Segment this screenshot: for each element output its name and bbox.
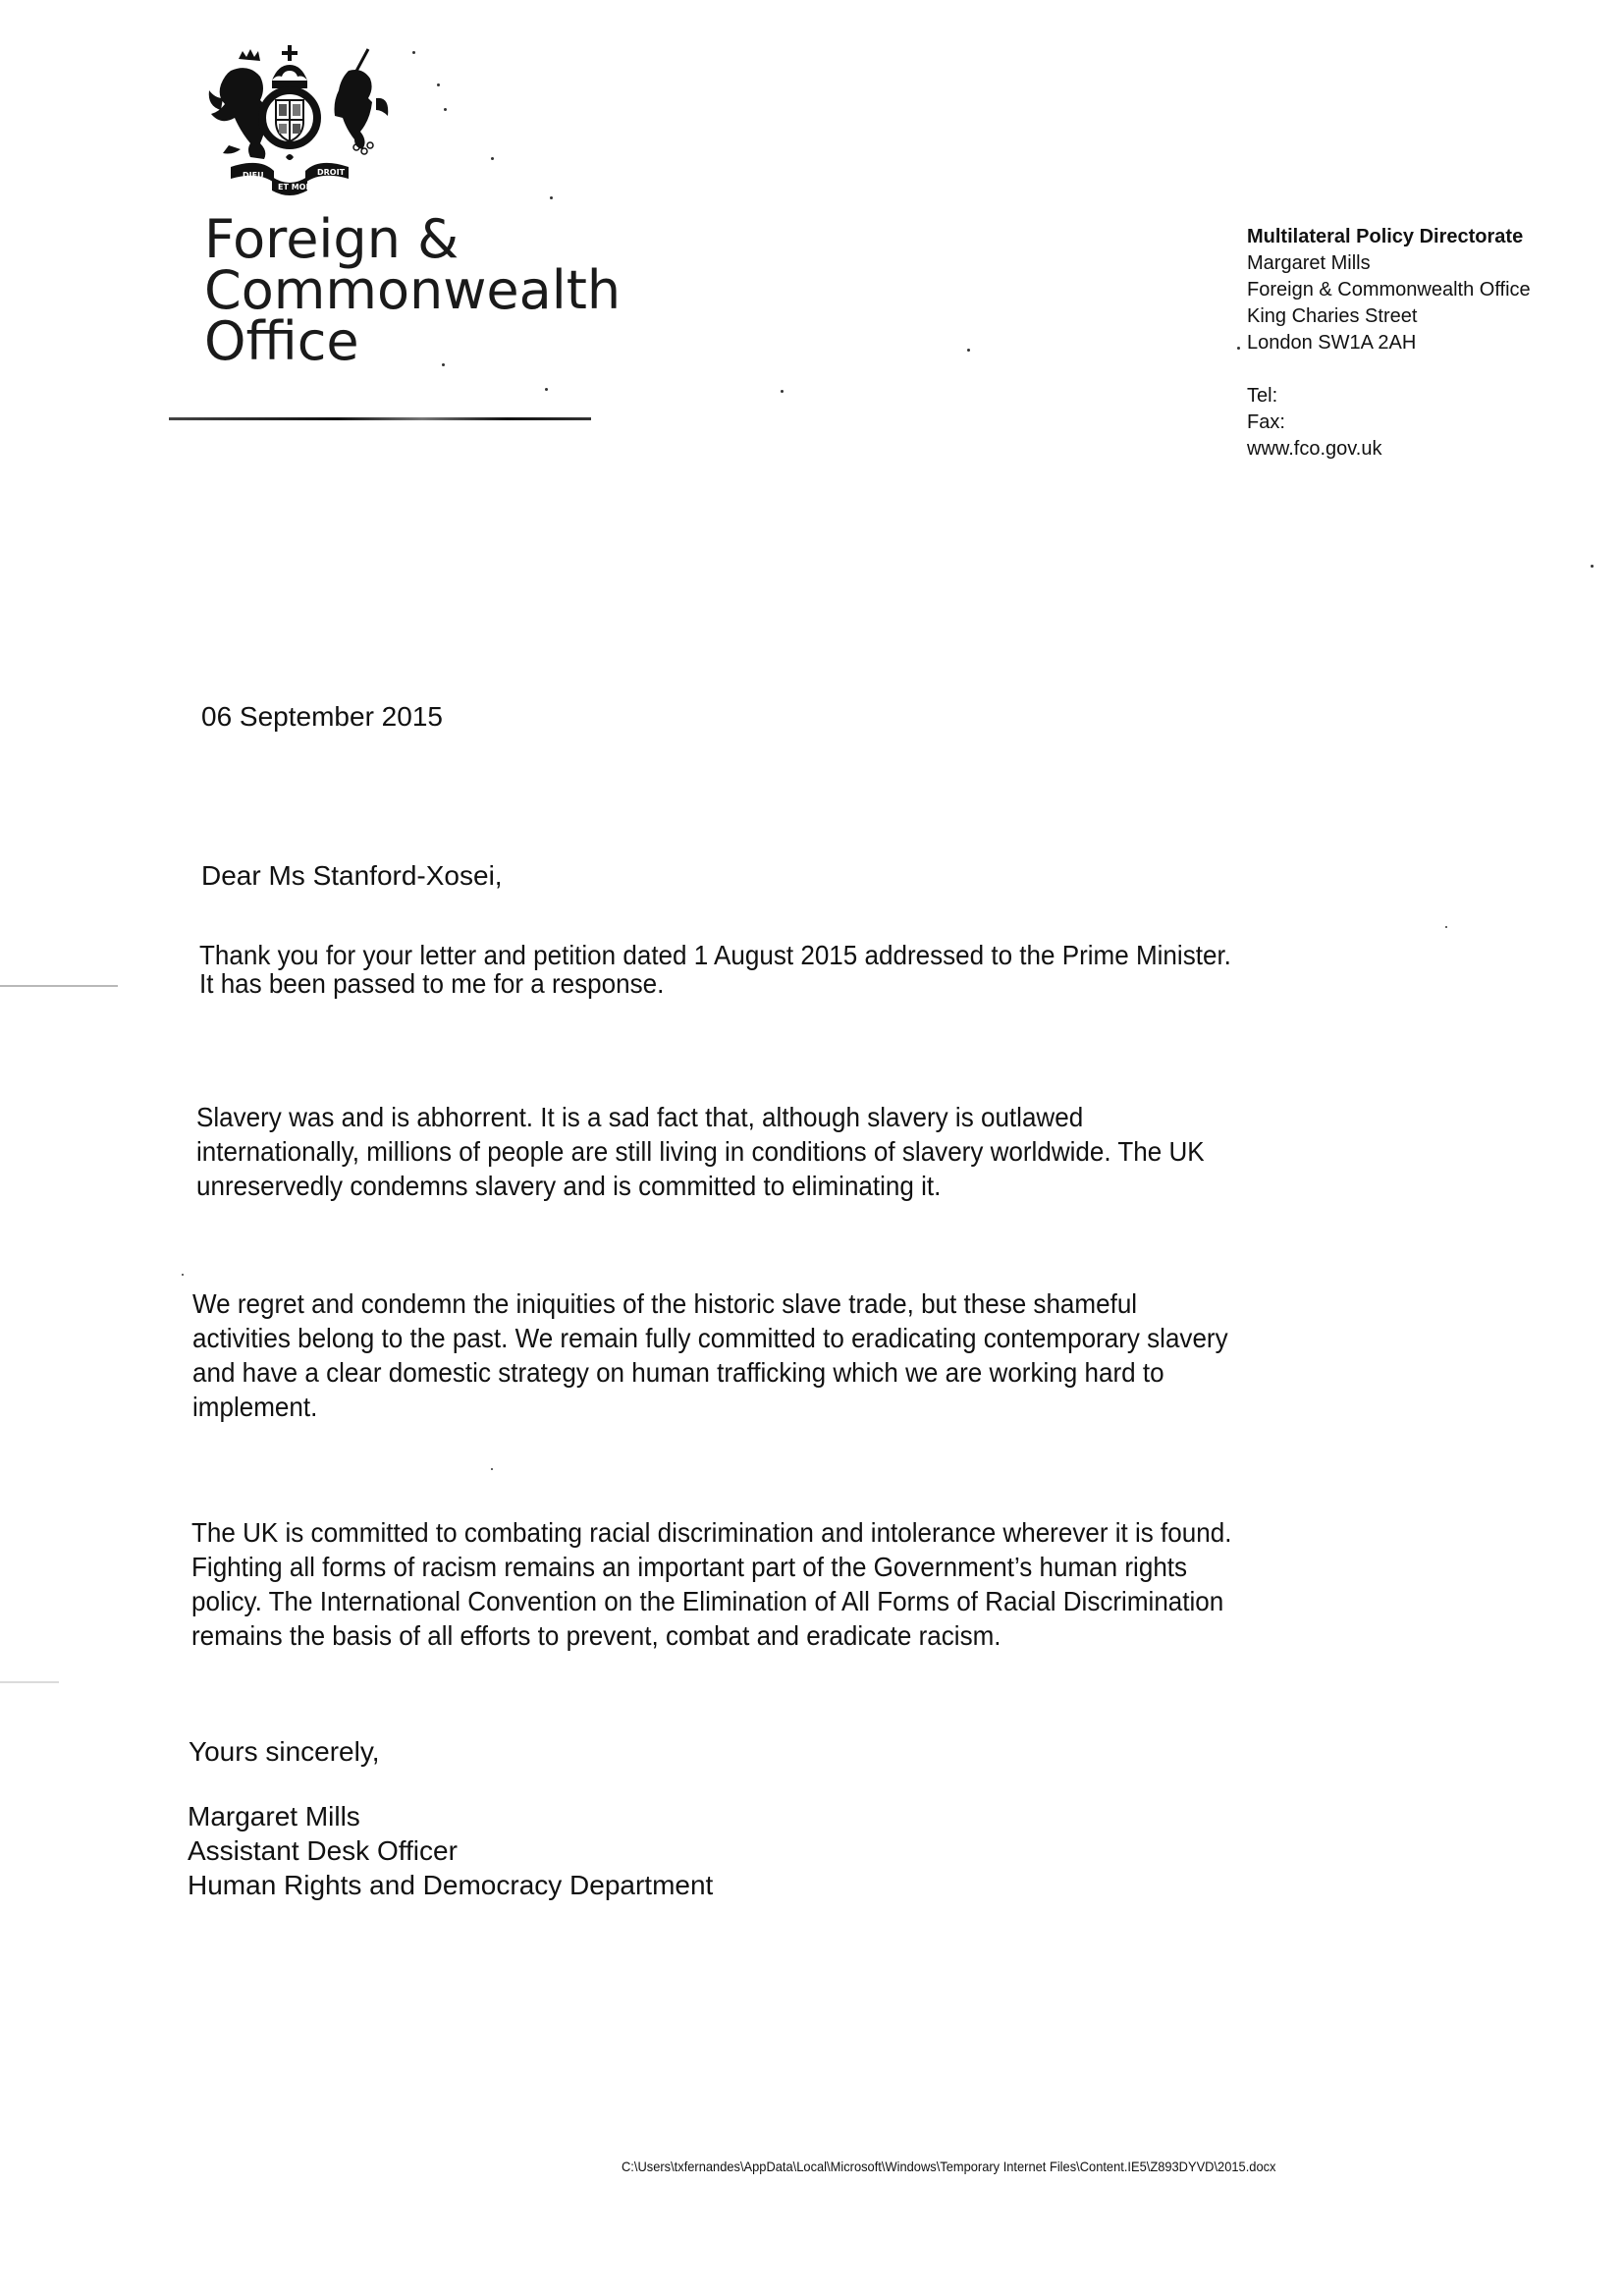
paragraph-line: Thank you for your letter and petition dated 1 August 2015 addressed to the Prime Minister. xyxy=(199,940,1231,970)
svg-text:DROIT: DROIT xyxy=(317,168,346,177)
sender-name: Margaret Mills xyxy=(1247,252,1371,274)
scan-artifact xyxy=(1591,565,1594,568)
directorate-name: Multilateral Policy Directorate xyxy=(1247,226,1524,247)
sender-address-block xyxy=(1247,224,1531,463)
scan-artifact xyxy=(444,108,447,111)
scan-artifact xyxy=(442,363,445,366)
closing: Yours sincerely, xyxy=(189,1736,380,1767)
document-file-path: C:\Users\txfernandes\AppData\Local\Microsoft\Windows\Temporary Internet Files\Content.IE5\Z893DYVD\2015.docx xyxy=(622,2159,1276,2174)
signature-block xyxy=(188,1799,713,1902)
wordmark-line-2: Commonwealth xyxy=(204,259,622,321)
paragraph-4 xyxy=(191,1515,1231,1653)
svg-text:ET MON: ET MON xyxy=(278,183,313,191)
wordmark-line-3: Office xyxy=(204,310,359,372)
header-divider xyxy=(169,417,591,420)
scan-artifact xyxy=(437,83,440,86)
scan-artifact xyxy=(0,985,118,987)
paragraph-line: policy. The International Convention on the Elimination of All Forms of Racial Discrimination xyxy=(191,1586,1224,1616)
department-wordmark xyxy=(204,208,622,372)
tel-label: Tel: xyxy=(1247,385,1278,407)
scan-artifact xyxy=(491,157,494,160)
scan-artifact xyxy=(412,51,415,54)
signatory-department: Human Rights and Democracy Department xyxy=(188,1870,714,1900)
scan-artifact xyxy=(781,390,784,393)
scan-artifact xyxy=(182,1274,184,1276)
wordmark-line-1: Foreign & xyxy=(204,208,460,270)
paragraph-line: The UK is committed to combating racial discrimination and intolerance wherever it is found. xyxy=(191,1517,1232,1548)
paragraph-line: Slavery was and is abhorrent. It is a sad fact that, although slavery is outlawed xyxy=(196,1102,1084,1132)
scan-artifact xyxy=(1445,926,1447,928)
sender-street: King Charies Street xyxy=(1247,305,1418,327)
fax-label: Fax: xyxy=(1247,411,1285,433)
sender-city: London SW1A 2AH xyxy=(1247,332,1417,354)
paragraph-line: internationally, millions of people are still living in conditions of slavery worldwide. The UK xyxy=(196,1136,1205,1167)
paragraph-1 xyxy=(199,938,1231,1001)
sender-org: Foreign & Commonwealth Office xyxy=(1247,279,1531,301)
website-link: www.fco.gov.uk xyxy=(1247,438,1382,460)
paragraph-line: remains the basis of all efforts to prevent, combat and eradicate racism. xyxy=(191,1620,1001,1651)
paragraph-line: unreservedly condemns slavery and is committed to eliminating it. xyxy=(196,1171,942,1201)
paragraph-line: implement. xyxy=(192,1392,318,1422)
paragraph-line: and have a clear domestic strategy on human trafficking which we are working hard to xyxy=(192,1357,1164,1388)
paragraph-line: We regret and condemn the iniquities of the historic slave trade, but these shameful xyxy=(192,1288,1138,1319)
paragraph-line: Fighting all forms of racism remains an important part of the Government’s human rights xyxy=(191,1552,1188,1582)
paragraph-line: It has been passed to me for a response. xyxy=(199,968,665,999)
paragraph-3 xyxy=(192,1286,1228,1424)
svg-text:DIEU: DIEU xyxy=(243,171,264,180)
scan-artifact xyxy=(545,388,548,391)
scan-artifact xyxy=(491,1468,493,1470)
salutation: Dear Ms Stanford-Xosei, xyxy=(201,860,503,891)
scan-artifact xyxy=(0,1681,59,1683)
signatory-title: Assistant Desk Officer xyxy=(188,1835,458,1866)
scan-artifact xyxy=(1237,347,1240,350)
royal-coat-of-arms-icon xyxy=(201,41,407,198)
paragraph-line: activities belong to the past. We remain fully committed to eradicating contemporary slavery xyxy=(192,1323,1228,1353)
paragraph-2 xyxy=(196,1100,1205,1203)
letter-date: 06 September 2015 xyxy=(201,701,443,732)
scan-artifact xyxy=(550,196,553,199)
signatory-name: Margaret Mills xyxy=(188,1801,360,1831)
scan-artifact xyxy=(967,349,970,352)
